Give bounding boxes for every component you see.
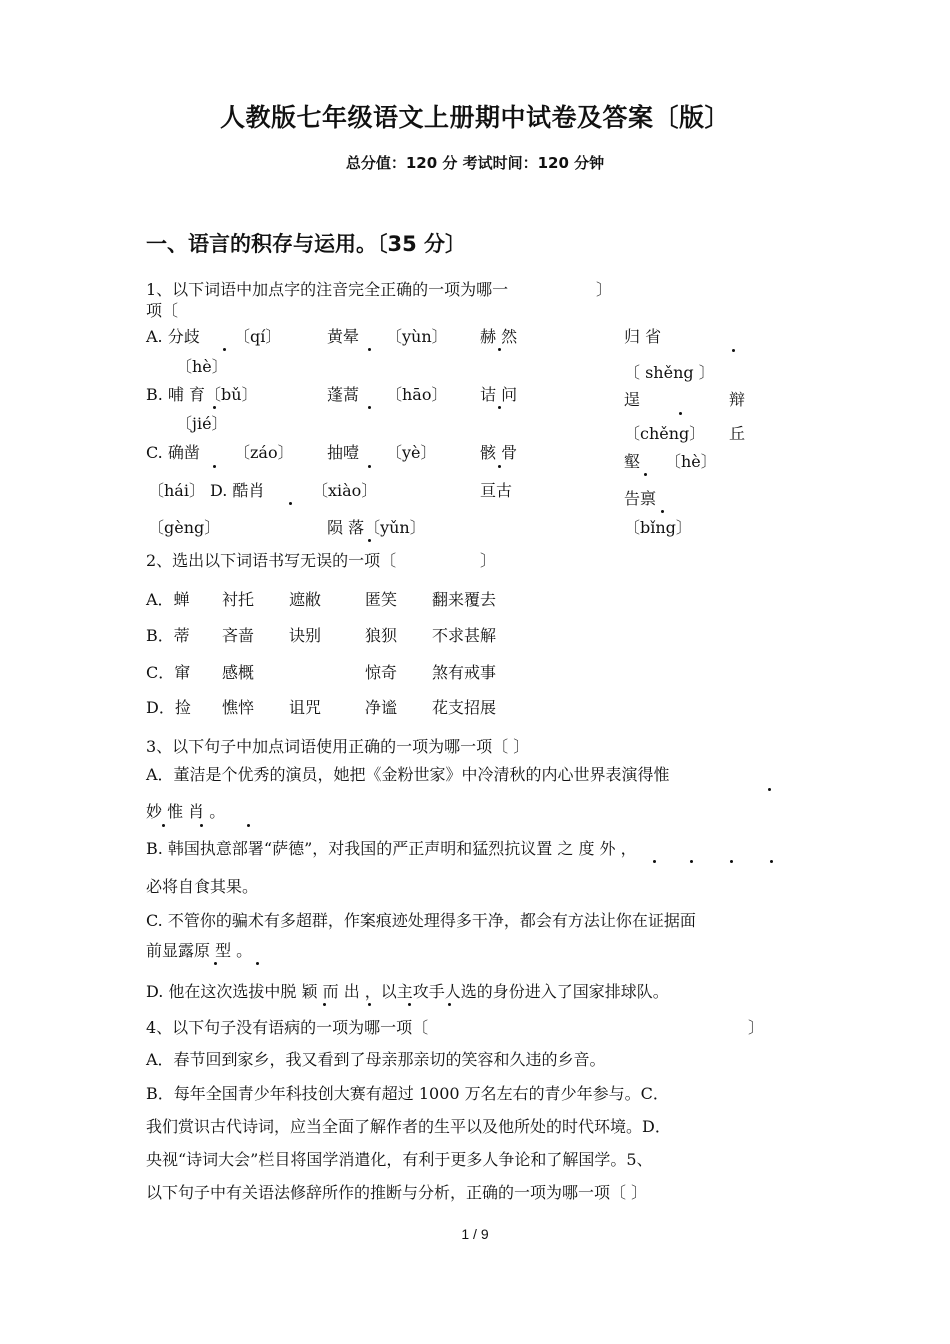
q1-c-pinyin-4: 〔hè〕: [665, 452, 717, 471]
emphasis-dot: [653, 860, 656, 863]
q1-option-a: A. 分歧: [146, 327, 200, 346]
emphasis-dot: [690, 860, 693, 863]
q1-d-word-4: 告禀: [624, 489, 657, 508]
q4-line-2: B．每年全国青少年科技创大赛有超过 1000 万名左右的青少年参与。C．: [146, 1084, 669, 1103]
emphasis-dot: [732, 349, 735, 352]
q2-row-d-3: 诅咒: [289, 698, 322, 717]
q1-d-pinyin-3: 〔gèng〕: [148, 518, 221, 537]
q4-stem-bracket: 〕: [748, 1018, 765, 1037]
q2-row-a-1: A．蝉: [146, 590, 190, 609]
q1-b-word-4: 逞: [624, 390, 641, 409]
q3-option-c-cont: 前显露原 型 。: [146, 941, 253, 960]
emphasis-dot: [223, 348, 226, 351]
q2-row-a-5: 翻来覆去: [432, 590, 497, 609]
q2-row-d-4: 净谧: [365, 698, 398, 717]
q2-row-d-5: 花支招展: [432, 698, 497, 717]
q2-row-b-5: 不求甚解: [432, 626, 497, 645]
emphasis-dot: [214, 962, 217, 965]
q2-stem-bracket: 〕: [480, 551, 497, 570]
q2-row-c-2: 感概: [222, 663, 255, 682]
emphasis-dot: [323, 1003, 326, 1006]
q1-option-c: C. 确凿: [146, 443, 200, 462]
q4-line-3: 我们赏识古代诗词，应当全面了解作者的生平以及他所处的时代环境。D．: [146, 1117, 671, 1136]
q1-a-pinyin-1: 〔qí〕: [234, 327, 282, 346]
q2-stem: 2、选出以下词语书写无误的一项〔: [146, 551, 397, 570]
q3-option-c: C. 不管你的骗术有多超群，作案痕迹处理得多干净，都会有方法让你在证据面: [146, 911, 696, 930]
q1-a-pinyin-4: 〔 shěng 〕: [624, 363, 715, 382]
q1-a-word-4: 归 省: [624, 327, 662, 346]
q3-option-a: A．董洁是个优秀的演员，她把《金粉世家》中冷清秋的内心世界表演得惟: [146, 765, 670, 784]
emphasis-dot: [498, 465, 501, 468]
q1-d-word-2: 陨 落〔yǔn〕: [327, 518, 426, 537]
emphasis-dot: [368, 539, 371, 542]
emphasis-dot: [256, 962, 259, 965]
q1-a-word-3: 赫 然: [480, 327, 518, 346]
q4-stem: 4、以下句子没有语病的一项为哪一项〔: [146, 1018, 429, 1037]
q3-option-a-cont: 妙 惟 肖 。: [146, 802, 226, 821]
q2-row-b-3: 诀别: [289, 626, 322, 645]
q1-c-pinyin-1: 〔záo〕: [234, 443, 294, 462]
q1-a-word-2: 黄晕: [327, 327, 360, 346]
q2-row-c-4: 惊奇: [365, 663, 398, 682]
emphasis-dot: [213, 465, 216, 468]
emphasis-dot: [213, 406, 216, 409]
q1-stem-bracket: 〕: [596, 280, 613, 299]
q1-b-pinyin-2: 〔hāo〕: [386, 385, 448, 404]
q1-option-b: B. 哺 育〔bǔ〕: [146, 385, 258, 404]
q1-stem: 1、以下词语中加点字的注音完全正确的一项为哪一: [146, 280, 509, 299]
emphasis-dot: [368, 406, 371, 409]
emphasis-dot: [730, 860, 733, 863]
q1-b-word-5: 丘: [729, 424, 746, 443]
emphasis-dot: [368, 348, 371, 351]
q1-stem-tail: 项〔: [146, 301, 179, 320]
q4-line-5: 以下句子中有关语法修辞所作的推断与分析，正确的一项为哪一项〔 〕: [146, 1183, 648, 1202]
q2-row-b-1: B．蒂: [146, 626, 190, 645]
q2-row-a-4: 匿笑: [365, 590, 398, 609]
q1-b-word-4b: 辩: [729, 390, 746, 409]
q2-row-a-3: 遮敝: [289, 590, 322, 609]
emphasis-dot: [768, 788, 771, 791]
q2-row-d-1: D．捡: [146, 698, 191, 717]
q1-b-pinyin-3: 〔jié〕: [176, 414, 228, 433]
emphasis-dot: [162, 824, 165, 827]
q3-option-d: D. 他在这次选拔中脱 颖 而 出 ，以主攻手人选的身份进入了国家排球队。: [146, 982, 669, 1001]
q1-d-pinyin-4: 〔bǐng〕: [624, 518, 692, 537]
q2-row-c-1: C．窜: [146, 663, 191, 682]
exam-info: 总分值：120 分 考试时间：120 分钟: [345, 154, 605, 172]
q1-c-pinyin-3-and-option-d: 〔hái〕 D. 酷肖: [148, 481, 265, 500]
page-number: 1 / 9: [461, 1226, 489, 1242]
emphasis-dot: [247, 824, 250, 827]
q2-row-b-2: 吝啬: [222, 626, 255, 645]
emphasis-dot: [368, 465, 371, 468]
q1-c-word-2: 抽噎: [327, 443, 360, 462]
emphasis-dot: [644, 473, 647, 476]
q2-row-c-5: 煞有戒事: [432, 663, 497, 682]
emphasis-dot: [679, 412, 682, 415]
q1-b-word-2: 蓬蒿: [327, 385, 360, 404]
q2-row-a-2: 衬托: [222, 590, 255, 609]
emphasis-dot: [448, 1003, 451, 1006]
page-title: 人教版七年级语文上册期中试卷及答案〔版〕: [219, 103, 730, 132]
q2-row-b-4: 狼狈: [365, 626, 398, 645]
q1-b-pinyin-4: 〔chěng〕: [624, 424, 706, 443]
q1-a-pinyin-3: 〔hè〕: [176, 357, 228, 376]
emphasis-dot: [368, 1003, 371, 1006]
q4-line-1: A．春节回到家乡，我又看到了母亲那亲切的笑容和久违的乡音。: [146, 1050, 606, 1069]
q1-c-pinyin-2: 〔yè〕: [386, 443, 437, 462]
q4-line-4: 央视“诗词大会”栏目将国学消遣化，有利于更多人争论和了解国学。5、: [146, 1150, 653, 1169]
emphasis-dot: [200, 824, 203, 827]
q1-c-word-3: 骸 骨: [480, 443, 518, 462]
q1-a-pinyin-2: 〔yùn〕: [386, 327, 448, 346]
q3-option-b-cont: 必将自食其果。: [146, 877, 259, 896]
q1-d-word-3: 亘古: [480, 481, 513, 500]
emphasis-dot: [661, 510, 664, 513]
emphasis-dot: [498, 406, 501, 409]
q3-option-b: B. 韩国执意部署“萨德”，对我国的严正声明和猛烈抗议置 之 度 外 ，: [146, 839, 637, 858]
q1-d-pinyin-1: 〔xiào〕: [312, 481, 378, 500]
emphasis-dot: [289, 502, 292, 505]
q1-b-word-3: 诘 问: [480, 385, 518, 404]
emphasis-dot: [770, 860, 773, 863]
q3-stem: 3、以下句子中加点词语使用正确的一项为哪一项〔 〕: [146, 737, 530, 756]
section-heading: 一、语言的积存与运用。〔35 分〕: [146, 232, 467, 256]
emphasis-dot: [498, 348, 501, 351]
emphasis-dot: [408, 1003, 411, 1006]
q1-c-word-4: 壑: [624, 452, 641, 471]
q2-row-d-2: 憔悴: [222, 698, 255, 717]
